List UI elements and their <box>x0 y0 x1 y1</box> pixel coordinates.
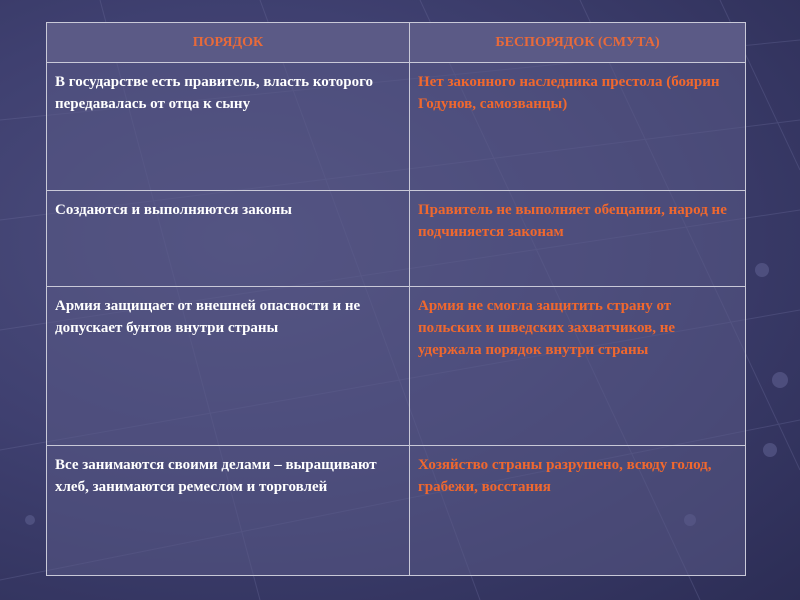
order-cell: Создаются и выполняются законы <box>47 191 410 287</box>
header-order: ПОРЯДОК <box>47 23 410 63</box>
table-row <box>47 445 746 575</box>
order-cell: Все занимаются своими делами – выращивают хлеб, занимаются ремеслом и торговлей <box>47 445 410 575</box>
table-row <box>47 63 746 191</box>
disorder-cell: Хозяйство страны разрушено, всюду голод, грабежи, восстания <box>410 445 746 575</box>
table-header-row <box>47 23 746 63</box>
order-cell: В государстве есть правитель, власть которого передавалась от отца к сыну <box>47 63 410 191</box>
table-row <box>47 191 746 287</box>
disorder-cell: Армия не смогла защитить страну от польских и шведских захватчиков, не удержала порядок внутри страны <box>410 287 746 445</box>
order-cell: Армия защищает от внешней опасности и не допускает бунтов внутри страны <box>47 287 410 445</box>
comparison-table <box>46 22 746 576</box>
table-row <box>47 287 746 445</box>
disorder-cell: Нет законного наследника престола (боярин Годунов, самозванцы) <box>410 63 746 191</box>
header-disorder: БЕСПОРЯДОК (СМУТА) <box>410 23 746 63</box>
disorder-cell: Правитель не выполняет обещания, народ не подчиняется законам <box>410 191 746 287</box>
